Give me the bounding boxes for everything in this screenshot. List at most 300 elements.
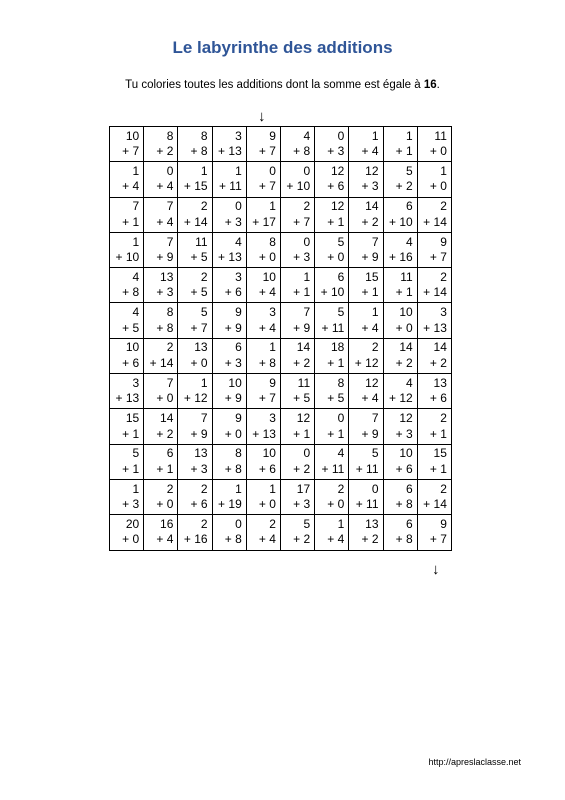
maze-cell[interactable] <box>417 162 451 197</box>
maze-cell[interactable] <box>349 515 383 550</box>
cell-addend: + 0 <box>156 391 174 406</box>
cell-addend: + 1 <box>122 426 140 441</box>
cell-addend: + 10 <box>286 179 311 194</box>
maze-cell[interactable] <box>349 127 383 162</box>
maze-cell[interactable] <box>383 374 417 409</box>
maze-cell[interactable] <box>212 479 246 514</box>
cell-first-number: 1 <box>406 128 413 143</box>
maze-cell[interactable] <box>110 303 144 338</box>
maze-cell[interactable] <box>349 197 383 232</box>
cell-first-number: 10 <box>262 269 276 284</box>
maze-cell[interactable] <box>144 268 178 303</box>
cell-addend: + 9 <box>156 250 174 265</box>
maze-cell[interactable] <box>383 127 417 162</box>
cell-first-number: 9 <box>440 516 447 531</box>
cell-first-number: 6 <box>337 269 345 284</box>
maze-cell[interactable] <box>280 268 314 303</box>
cell-first-number: 9 <box>235 305 242 320</box>
cell-addend: + 3 <box>190 461 208 476</box>
maze-cell[interactable] <box>246 197 280 232</box>
cell-first-number: 0 <box>235 516 242 531</box>
cell-first-number: 3 <box>132 375 140 390</box>
maze-grid <box>109 126 452 551</box>
cell-addend: + 10 <box>388 214 413 229</box>
maze-cell[interactable] <box>246 268 280 303</box>
maze-cell[interactable] <box>246 515 280 550</box>
cell-first-number: 16 <box>160 516 174 531</box>
cell-addend: + 0 <box>429 144 447 159</box>
maze-cell[interactable] <box>315 374 349 409</box>
page-title: Le labyrinthe des additions <box>172 38 393 57</box>
cell-first-number: 15 <box>365 269 379 284</box>
maze-row <box>110 162 452 197</box>
maze-cell[interactable] <box>280 162 314 197</box>
maze-cell[interactable] <box>246 374 280 409</box>
maze-cell[interactable] <box>280 197 314 232</box>
cell-addend: + 3 <box>224 214 242 229</box>
maze-row <box>110 303 452 338</box>
cell-addend: + 2 <box>293 355 311 370</box>
cell-addend: + 0 <box>156 497 174 512</box>
cell-addend: + 1 <box>122 214 140 229</box>
cell-first-number: 14 <box>365 199 379 214</box>
cell-first-number: 2 <box>337 481 345 496</box>
maze-cell[interactable] <box>349 232 383 267</box>
cell-first-number: 5 <box>371 446 379 461</box>
cell-addend: + 13 <box>423 320 447 335</box>
cell-addend: + 6 <box>122 355 140 370</box>
cell-addend: + 2 <box>293 532 311 547</box>
cell-first-number: 5 <box>132 446 140 461</box>
maze-cell[interactable] <box>280 515 314 550</box>
maze-row <box>110 338 452 373</box>
cell-first-number: 14 <box>399 340 413 355</box>
cell-addend: + 5 <box>190 285 208 300</box>
cell-addend: + 19 <box>218 497 242 512</box>
maze-cell[interactable] <box>280 338 314 373</box>
maze-cell[interactable] <box>212 444 246 479</box>
cell-addend: + 12 <box>354 355 379 370</box>
maze-cell[interactable] <box>417 338 451 373</box>
cell-addend: + 0 <box>224 426 242 441</box>
cell-addend: + 6 <box>429 391 447 406</box>
maze-cell[interactable] <box>417 444 451 479</box>
cell-first-number: 8 <box>235 446 242 461</box>
footer-url: http://apreslaclasse.net <box>428 757 521 767</box>
cell-addend: + 2 <box>293 461 311 476</box>
cell-first-number: 0 <box>303 234 311 249</box>
maze-cell[interactable] <box>144 409 178 444</box>
cell-addend: + 3 <box>224 355 242 370</box>
cell-addend: + 8 <box>293 144 311 159</box>
maze-cell[interactable] <box>280 409 314 444</box>
cell-first-number: 3 <box>440 305 447 320</box>
cell-addend: + 11 <box>321 461 345 476</box>
cell-addend: + 8 <box>122 285 140 300</box>
cell-first-number: 0 <box>337 411 345 426</box>
maze-cell[interactable] <box>178 232 212 267</box>
cell-first-number: 0 <box>371 481 379 496</box>
cell-addend: + 2 <box>361 532 379 547</box>
cell-first-number: 9 <box>235 411 242 426</box>
cell-first-number: 11 <box>297 375 311 390</box>
cell-addend: + 0 <box>258 497 276 512</box>
maze-cell[interactable] <box>315 409 349 444</box>
maze-cell[interactable] <box>315 303 349 338</box>
cell-addend: + 7 <box>258 391 276 406</box>
cell-first-number: 5 <box>200 305 208 320</box>
cell-addend: + 11 <box>218 179 242 194</box>
cell-addend: + 9 <box>224 320 242 335</box>
cell-addend: + 1 <box>429 461 447 476</box>
maze-cell[interactable] <box>144 374 178 409</box>
maze-cell[interactable] <box>110 197 144 232</box>
maze-cell[interactable] <box>144 162 178 197</box>
cell-first-number: 10 <box>399 305 413 320</box>
cell-first-number: 2 <box>200 269 208 284</box>
cell-first-number: 14 <box>433 340 447 355</box>
maze-cell[interactable] <box>315 444 349 479</box>
maze-cell[interactable] <box>144 515 178 550</box>
maze-cell[interactable] <box>178 127 212 162</box>
cell-addend: + 13 <box>218 250 242 265</box>
maze-cell[interactable] <box>212 338 246 373</box>
cell-addend: + 4 <box>327 532 345 547</box>
cell-first-number: 10 <box>399 446 413 461</box>
cell-first-number: 6 <box>406 516 413 531</box>
cell-first-number: 11 <box>400 269 413 284</box>
cell-addend: + 14 <box>423 285 447 300</box>
cell-first-number: 12 <box>330 199 345 214</box>
maze-cell[interactable] <box>144 444 178 479</box>
maze-cell[interactable] <box>212 515 246 550</box>
cell-first-number: 2 <box>440 411 447 426</box>
cell-addend: + 9 <box>293 320 311 335</box>
cell-addend: + 5 <box>293 391 311 406</box>
maze-cell[interactable] <box>110 338 144 373</box>
cell-addend: + 16 <box>183 532 208 547</box>
cell-addend: + 3 <box>293 250 311 265</box>
cell-addend: + 7 <box>190 320 208 335</box>
maze-cell[interactable] <box>246 409 280 444</box>
cell-addend: + 4 <box>258 285 276 300</box>
cell-first-number: 9 <box>440 234 447 249</box>
maze-cell[interactable] <box>315 338 349 373</box>
maze-row <box>110 197 452 232</box>
maze-cell[interactable] <box>280 444 314 479</box>
maze-cell[interactable] <box>280 232 314 267</box>
maze-row <box>110 515 452 550</box>
cell-addend: + 4 <box>156 214 174 229</box>
cell-addend: + 0 <box>429 179 447 194</box>
cell-first-number: 2 <box>440 269 447 284</box>
cell-addend: + 14 <box>423 497 447 512</box>
cell-first-number: 4 <box>235 234 242 249</box>
maze-cell[interactable] <box>144 197 178 232</box>
cell-addend: + 1 <box>293 426 311 441</box>
cell-first-number: 2 <box>371 340 379 355</box>
cell-first-number: 4 <box>303 128 311 143</box>
cell-first-number: 6 <box>406 199 413 214</box>
cell-first-number: 1 <box>269 340 276 355</box>
maze-cell[interactable] <box>315 232 349 267</box>
maze-cell[interactable] <box>144 479 178 514</box>
cell-first-number: 1 <box>371 128 379 143</box>
maze-cell[interactable] <box>212 127 246 162</box>
cell-first-number: 1 <box>235 163 242 178</box>
maze-cell[interactable] <box>144 127 178 162</box>
cell-addend: + 14 <box>149 355 174 370</box>
cell-addend: + 8 <box>395 532 413 547</box>
cell-first-number: 6 <box>406 481 413 496</box>
maze-cell[interactable] <box>417 409 451 444</box>
maze-row <box>110 479 452 514</box>
maze-cell[interactable] <box>383 303 417 338</box>
cell-addend: + 6 <box>395 461 413 476</box>
cell-first-number: 2 <box>269 516 276 531</box>
maze-cell[interactable] <box>280 127 314 162</box>
maze-cell[interactable] <box>110 444 144 479</box>
maze-cell[interactable] <box>212 197 246 232</box>
cell-first-number: 0 <box>269 163 276 178</box>
maze-cell[interactable] <box>417 197 451 232</box>
cell-addend: + 3 <box>293 497 311 512</box>
maze-cell[interactable] <box>383 479 417 514</box>
cell-addend: + 7 <box>258 179 276 194</box>
cell-first-number: 3 <box>235 269 242 284</box>
maze-cell[interactable] <box>280 479 314 514</box>
cell-addend: + 1 <box>293 285 311 300</box>
maze-cell[interactable] <box>110 162 144 197</box>
cell-addend: + 7 <box>293 214 311 229</box>
maze-cell[interactable] <box>178 338 212 373</box>
cell-addend: + 4 <box>258 532 276 547</box>
maze-cell[interactable] <box>349 479 383 514</box>
maze-cell[interactable] <box>383 268 417 303</box>
cell-first-number: 1 <box>200 163 208 178</box>
maze-cell[interactable] <box>246 479 280 514</box>
cell-first-number: 4 <box>132 305 140 320</box>
cell-addend: + 4 <box>361 144 379 159</box>
cell-addend: + 5 <box>122 320 140 335</box>
maze-cell[interactable] <box>178 444 212 479</box>
maze-cell[interactable] <box>178 374 212 409</box>
cell-addend: + 13 <box>252 426 276 441</box>
cell-addend: + 8 <box>190 144 208 159</box>
maze-cell[interactable] <box>417 374 451 409</box>
instruction-target-sum: 16 <box>423 79 437 91</box>
cell-first-number: 1 <box>269 199 276 214</box>
cell-addend: + 1 <box>327 426 345 441</box>
cell-addend: + 3 <box>122 497 140 512</box>
maze-row <box>110 268 452 303</box>
cell-first-number: 1 <box>440 163 447 178</box>
maze-cell[interactable] <box>417 268 451 303</box>
cell-first-number: 7 <box>166 234 174 249</box>
maze-cell[interactable] <box>349 409 383 444</box>
cell-addend: + 1 <box>122 461 140 476</box>
maze-cell[interactable] <box>383 197 417 232</box>
maze-cell[interactable] <box>417 515 451 550</box>
maze-cell[interactable] <box>383 162 417 197</box>
maze-row <box>110 444 452 479</box>
maze-cell[interactable] <box>212 374 246 409</box>
maze-cell[interactable] <box>383 515 417 550</box>
cell-first-number: 7 <box>166 199 174 214</box>
maze-cell[interactable] <box>280 374 314 409</box>
maze-cell[interactable] <box>212 162 246 197</box>
maze-cell[interactable] <box>110 127 144 162</box>
maze-cell[interactable] <box>110 232 144 267</box>
maze-cell[interactable] <box>246 232 280 267</box>
cell-addend: + 1 <box>395 285 413 300</box>
maze-cell[interactable] <box>417 127 451 162</box>
maze-cell[interactable] <box>315 162 349 197</box>
cell-addend: + 2 <box>429 355 447 370</box>
maze-cell[interactable] <box>110 374 144 409</box>
cell-addend: + 6 <box>190 497 208 512</box>
maze-cell[interactable] <box>144 338 178 373</box>
cell-addend: + 1 <box>429 426 447 441</box>
cell-addend: + 2 <box>156 426 174 441</box>
cell-first-number: 1 <box>132 163 140 178</box>
cell-first-number: 8 <box>166 305 174 320</box>
cell-addend: + 5 <box>190 250 208 265</box>
cell-addend: + 6 <box>224 285 242 300</box>
cell-first-number: 7 <box>166 375 174 390</box>
maze-cell[interactable] <box>246 127 280 162</box>
cell-first-number: 9 <box>269 375 276 390</box>
maze-cell[interactable] <box>383 232 417 267</box>
maze-cell[interactable] <box>178 303 212 338</box>
maze-cell[interactable] <box>178 268 212 303</box>
maze-cell[interactable] <box>246 338 280 373</box>
maze-cell[interactable] <box>349 268 383 303</box>
maze-row <box>110 232 452 267</box>
cell-first-number: 20 <box>125 516 140 531</box>
cell-addend: + 12 <box>388 391 413 406</box>
cell-addend: + 7 <box>429 250 447 265</box>
cell-addend: + 4 <box>156 532 174 547</box>
cell-first-number: 13 <box>194 340 208 355</box>
maze-cell[interactable] <box>383 409 417 444</box>
maze-cell[interactable] <box>280 303 314 338</box>
maze-cell[interactable] <box>178 197 212 232</box>
cell-first-number: 3 <box>235 128 242 143</box>
maze-cell[interactable] <box>178 479 212 514</box>
cell-first-number: 0 <box>303 163 311 178</box>
cell-first-number: 11 <box>195 234 208 249</box>
maze-cell[interactable] <box>349 162 383 197</box>
cell-first-number: 10 <box>125 128 140 143</box>
cell-first-number: 12 <box>399 411 413 426</box>
maze-cell[interactable] <box>246 303 280 338</box>
maze-cell[interactable] <box>178 409 212 444</box>
cell-first-number: 12 <box>296 411 311 426</box>
maze-cell[interactable] <box>178 162 212 197</box>
maze-cell[interactable] <box>417 232 451 267</box>
cell-first-number: 10 <box>262 446 276 461</box>
cell-addend: + 11 <box>355 461 379 476</box>
cell-addend: + 17 <box>252 214 276 229</box>
maze-cell[interactable] <box>144 232 178 267</box>
cell-addend: + 8 <box>224 532 242 547</box>
maze-cell[interactable] <box>110 479 144 514</box>
maze-cell[interactable] <box>144 303 178 338</box>
cell-addend: + 8 <box>224 461 242 476</box>
maze-cell[interactable] <box>212 268 246 303</box>
cell-first-number: 3 <box>269 305 276 320</box>
maze-cell[interactable] <box>383 338 417 373</box>
cell-first-number: 10 <box>125 340 140 355</box>
maze-cell[interactable] <box>212 303 246 338</box>
cell-first-number: 1 <box>132 481 140 496</box>
cell-first-number: 1 <box>235 481 242 496</box>
cell-first-number: 11 <box>434 128 447 143</box>
cell-addend: + 0 <box>395 320 413 335</box>
maze-cell[interactable] <box>349 338 383 373</box>
cell-addend: + 1 <box>156 461 174 476</box>
maze-cell[interactable] <box>349 374 383 409</box>
cell-first-number: 1 <box>337 516 345 531</box>
cell-addend: + 2 <box>361 214 379 229</box>
cell-first-number: 14 <box>296 340 311 355</box>
cell-addend: + 3 <box>361 179 379 194</box>
cell-addend: + 4 <box>156 179 174 194</box>
maze-cell[interactable] <box>315 197 349 232</box>
cell-addend: + 8 <box>395 497 413 512</box>
cell-first-number: 7 <box>371 411 379 426</box>
maze-cell[interactable] <box>110 515 144 550</box>
maze-cell[interactable] <box>383 444 417 479</box>
maze-row <box>110 127 452 162</box>
maze-cell[interactable] <box>417 303 451 338</box>
cell-addend: + 13 <box>218 144 242 159</box>
cell-addend: + 13 <box>115 391 140 406</box>
cell-first-number: 8 <box>166 128 174 143</box>
maze-cell[interactable] <box>246 162 280 197</box>
cell-first-number: 5 <box>406 163 413 178</box>
maze-cell[interactable] <box>110 409 144 444</box>
cell-first-number: 2 <box>200 516 208 531</box>
maze-cell[interactable] <box>315 127 349 162</box>
maze-cell[interactable] <box>212 409 246 444</box>
cell-addend: + 10 <box>115 250 140 265</box>
maze-cell[interactable] <box>178 515 212 550</box>
cell-addend: + 11 <box>321 320 345 335</box>
maze-cell[interactable] <box>349 303 383 338</box>
cell-addend: + 0 <box>190 355 208 370</box>
maze-cell[interactable] <box>315 479 349 514</box>
maze-cell[interactable] <box>315 268 349 303</box>
cell-first-number: 2 <box>440 199 447 214</box>
cell-first-number: 0 <box>337 128 345 143</box>
maze-cell[interactable] <box>212 232 246 267</box>
maze-row <box>110 374 452 409</box>
cell-first-number: 1 <box>269 481 276 496</box>
cell-first-number: 5 <box>337 305 345 320</box>
cell-first-number: 8 <box>200 128 208 143</box>
maze-cell[interactable] <box>417 479 451 514</box>
cell-addend: + 10 <box>320 285 345 300</box>
cell-addend: + 14 <box>183 214 208 229</box>
maze-cell[interactable] <box>110 268 144 303</box>
maze-cell[interactable] <box>349 444 383 479</box>
maze-cell[interactable] <box>246 444 280 479</box>
cell-addend: + 9 <box>361 250 379 265</box>
cell-addend: + 3 <box>156 285 174 300</box>
maze-cell[interactable] <box>315 515 349 550</box>
